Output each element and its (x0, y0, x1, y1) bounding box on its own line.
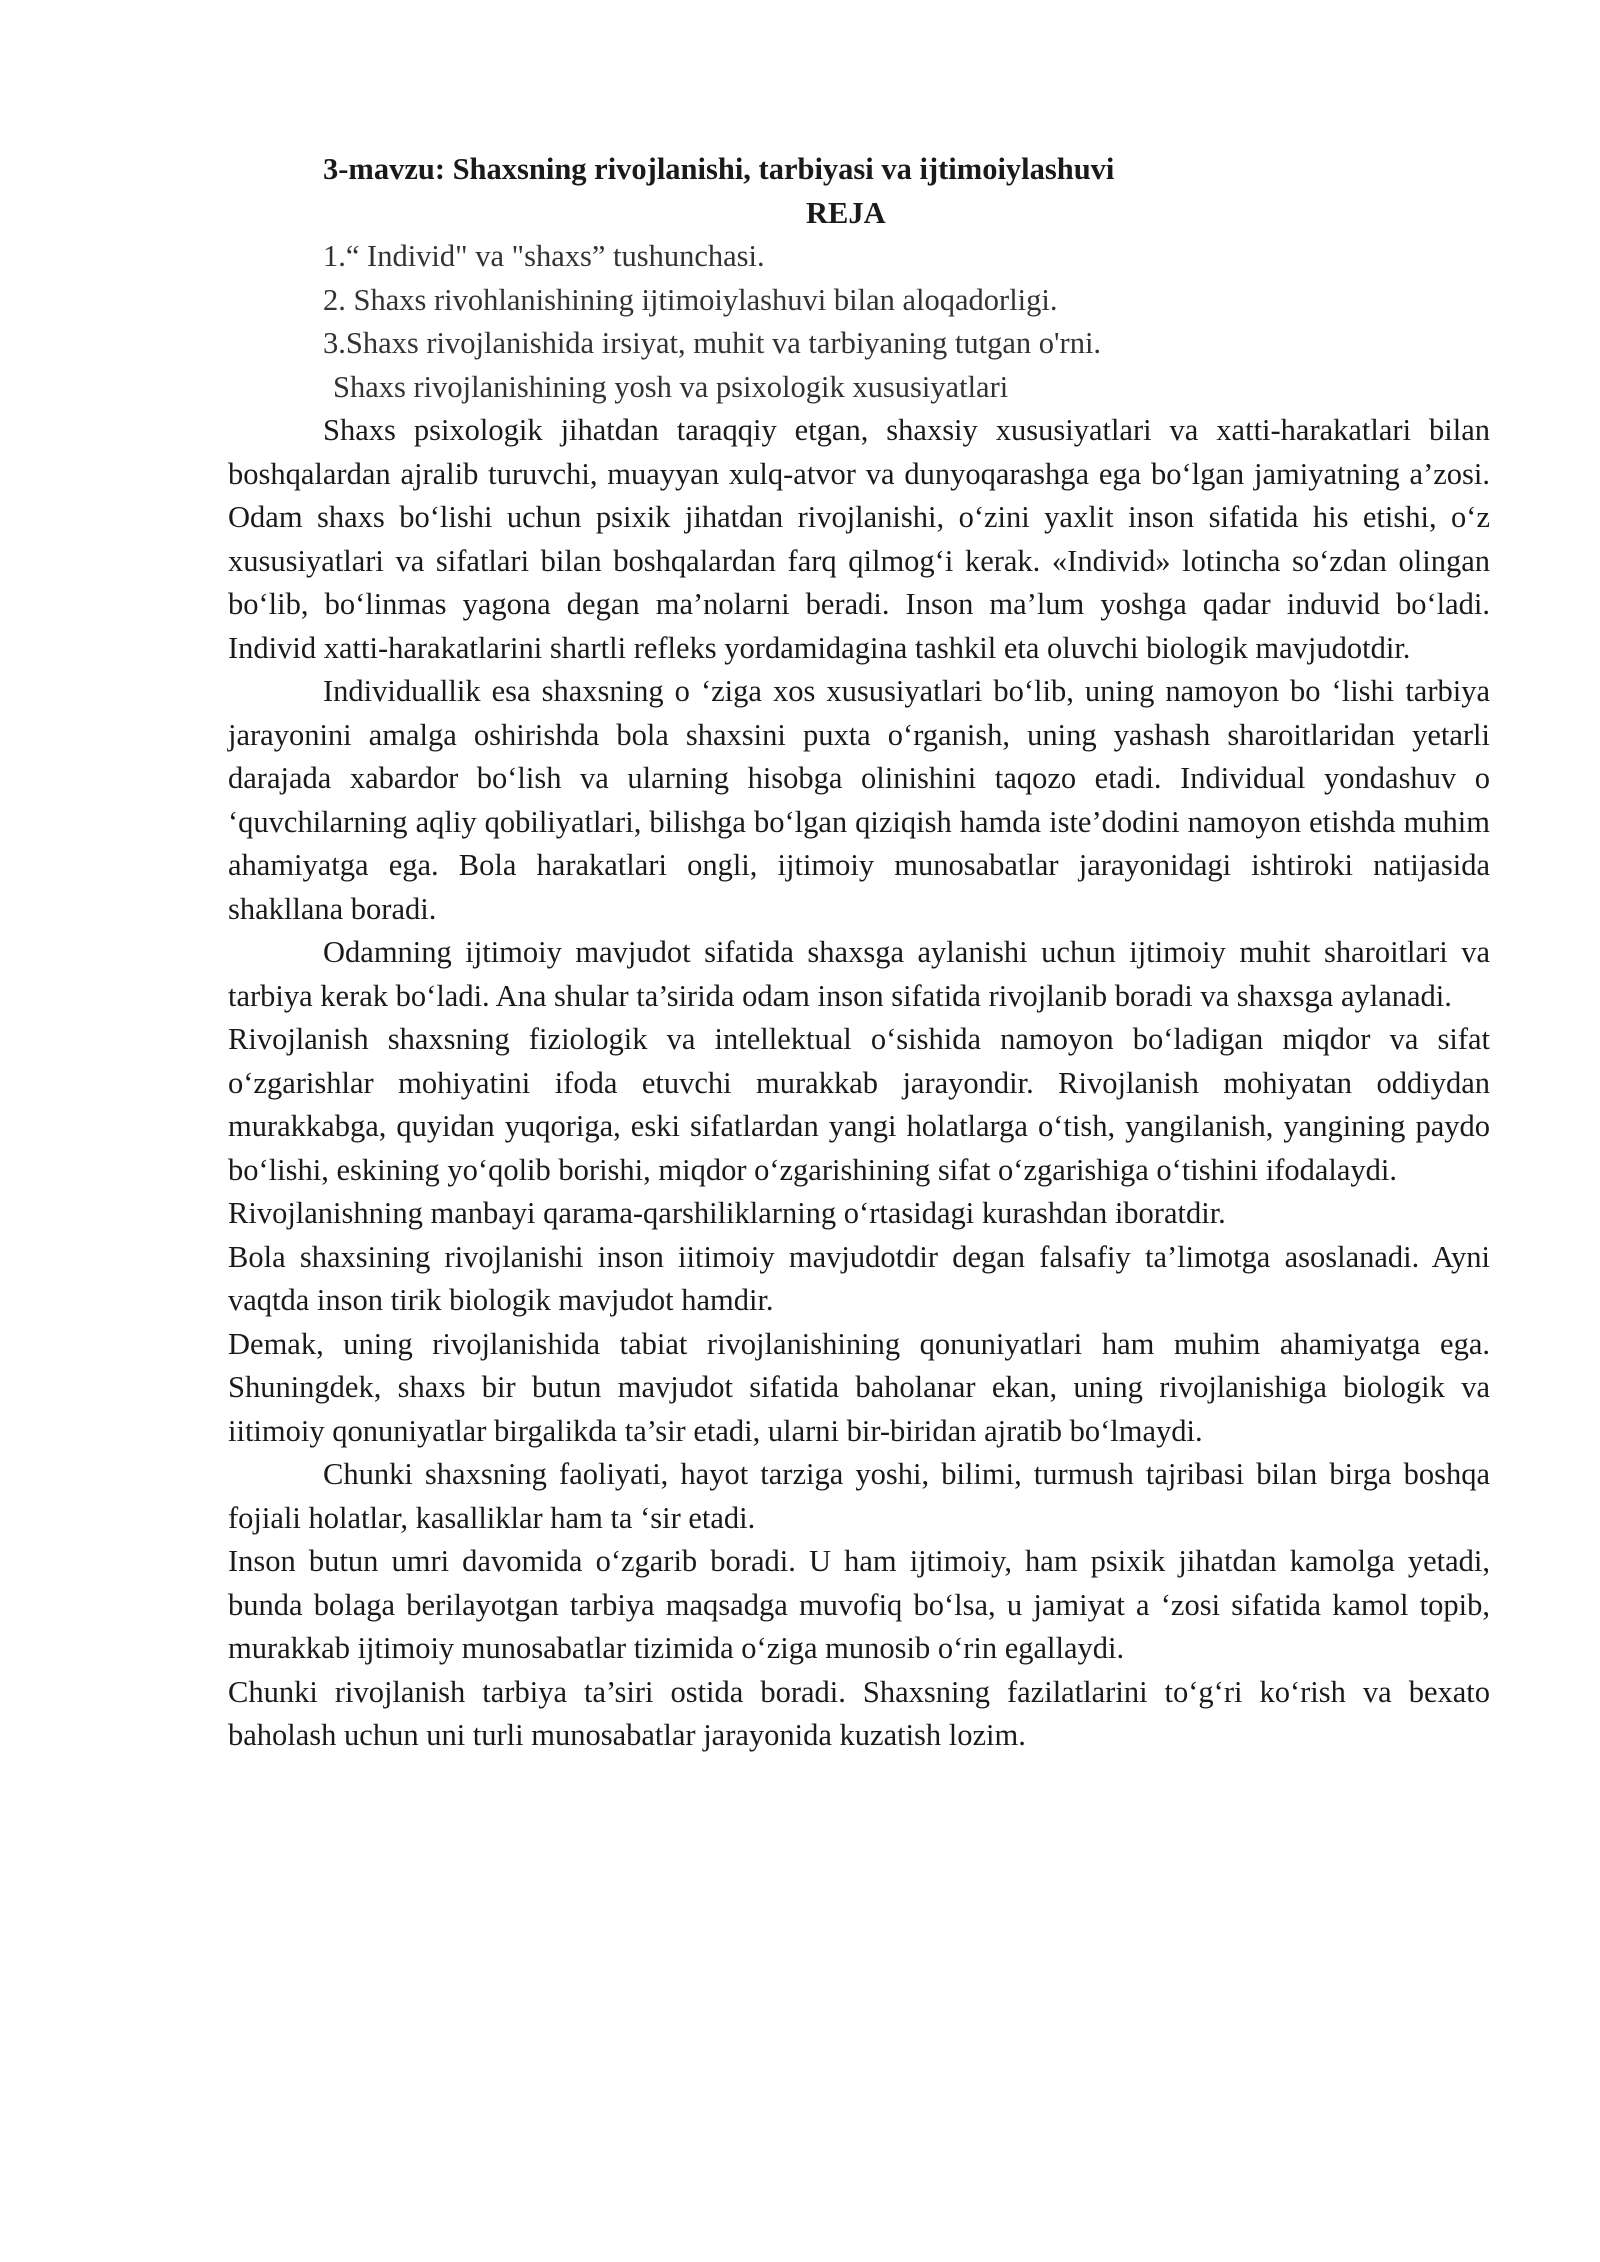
document-page (228, 148, 1490, 1758)
body-paragraph: Bola shaxsining rivojlanishi inson iitimoiy mavjudotdir degan falsafiy ta’limotga asoslanadi. Ayni vaqtda inson tirik biologik mavjudot hamdir. (228, 1239, 1490, 1317)
body-paragraph: Chunki shaxsning faoliyati, hayot tarziga yoshi, bilimi, turmush tajribasi bilan birga boshqa fojiali holatlar, kasalliklar ham ta ‘sir etadi. (228, 1457, 1490, 1535)
body-paragraph: Demak, uning rivojlanishida tabiat rivojlanishining qonuniyatlari ham muhim ahamiyatga ega. Shuningdek, shaxs bir butun mavjudot sifatida baholanar ekan, uning rivojlanishiga biologik va iitimoiy qonuniyatlar birgalikda ta’sir etadi, ularni bir-biridan ajratib boʻlmaydi. (228, 1326, 1490, 1448)
plan-item: 2. Shaxs rivohlanishining ijtimoiylashuvi bilan aloqadorligi. (323, 282, 1058, 317)
body-paragraph: Rivojlanishning manbayi qarama-qarshiliklarning oʻrtasidagi kurashdan iboratdir. (228, 1196, 1226, 1230)
plan-heading: REJA (806, 195, 886, 230)
body-paragraph: Inson butun umri davomida oʻzgarib boradi. U ham ijtimoiy, ham psixik jihatdan kamolga yetadi, bunda bolaga berilayotgan tarbiya maqsadga muvofiq boʻlsa, u jamiyat a ‘zosi sifatida kamol topib, murakkab ijtimoiy munosabatlar tizimida oʻziga munosib oʻrin egallaydi. (228, 1544, 1490, 1665)
body-paragraph: Individuallik esa shaxsning o ‘ziga xos xususiyatlari boʻlib, uning namoyon bo ‘lishi tarbiya jarayonini amalga oshirishda bola shaxsini puxta oʻrganish, uning yashash sharoitlaridan yetarli darajada xabardor boʻlish va ularning hisobga olinishini taqozo etadi. Individual yondashuv o ‘quvchilarning aqliy qobiliyatlari, bilishga boʻlgan qiziqish hamda iste’dodini namoyon etishda muhim ahamiyatga ega. Bola harakatlari ongli, ijtimoiy munosabatlar jarayonidagi ishtiroki natijasida shakllana boradi. (228, 674, 1490, 926)
body-paragraph: Odamning ijtimoiy mavjudot sifatida shaxsga aylanishi uchun ijtimoiy muhit sharoitlari va tarbiya kerak boʻladi. Ana shular ta’sirida odam inson sifatida rivojlanib boradi va shaxsga aylanadi. (228, 935, 1490, 1013)
body-paragraph: Shaxs psixologik jihatdan taraqqiy etgan, shaxsiy xususiyatlari va xatti-harakatlari bilan boshqalardan ajralib turuvchi, muayyan xulq-atvor va dunyoqarashga ega boʻlgan jamiyatning a’zosi. Odam shaxs boʻlishi uchun psixik jihatdan rivojlanishi, oʻzini yaxlit inson sifatida his etishi, oʻz xususiyatlari va sifatlari bilan boshqalardan farq qilmogʻi kerak. «Individ» lotincha soʻzdan olingan boʻlib, boʻlinmas yagona degan ma’nolarni beradi. Inson ma’lum yoshga qadar induvid boʻladi. Individ xatti-harakatlarini shartli refleks yordamidagina tashkil eta oluvchi biologik mavjudotdir. (228, 413, 1490, 665)
plan-item: Shaxs rivojlanishining yosh va psixologik xususiyatlari (333, 369, 1009, 404)
body-paragraph: Rivojlanish shaxsning fiziologik va intellektual oʻsishida namoyon boʻladigan miqdor va sifat oʻzgarishlar mohiyatini ifoda etuvchi murakkab jarayondir. Rivojlanish mohiyatan oddiydan murakkabga, quyidan yuqoriga, eski sifatlardan yangi holatlarga oʻtish, yangilanish, yangining paydo boʻlishi, eskining yoʻqolib borishi, miqdor oʻzgarishining sifat oʻzgarishiga oʻtishini ifodalaydi. (228, 1022, 1490, 1187)
body-paragraph: Chunki rivojlanish tarbiya ta’siri ostida boradi. Shaxsning fazilatlarini toʻgʻri koʻrish va bexato baholash uchun uni turli munosabatlar jarayonida kuzatish lozim. (228, 1674, 1490, 1752)
plan-item: 3.Shaxs rivojlanishida irsiyat, muhit va tarbiyaning tutgan o'rni. (323, 326, 1102, 360)
document-title: 3-mavzu: Shaxsning rivojlanishi, tarbiyasi va ijtimoiylashuvi (323, 152, 1115, 186)
plan-item: 1.“ Individ" va "shaxs” tushunchasi. (323, 239, 765, 273)
